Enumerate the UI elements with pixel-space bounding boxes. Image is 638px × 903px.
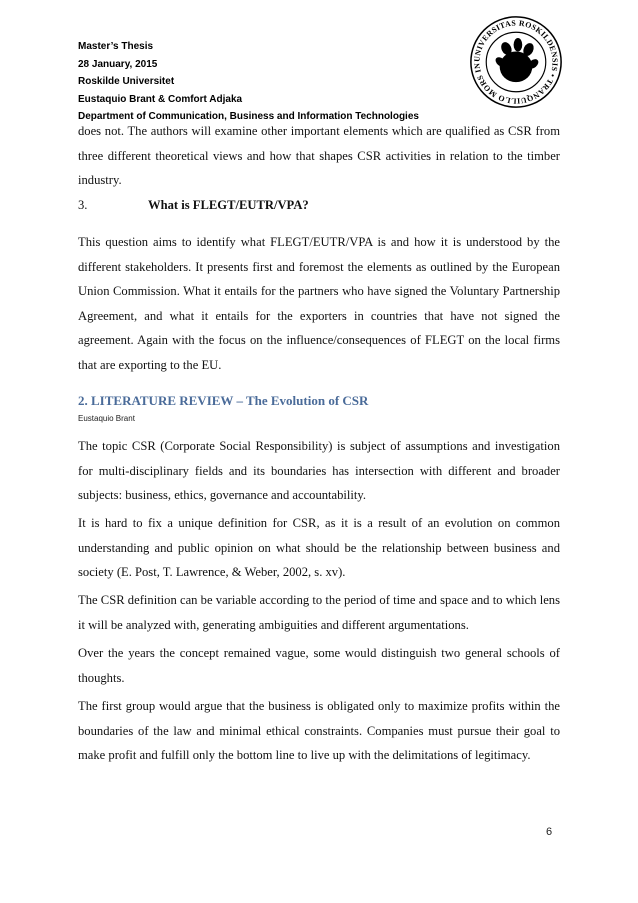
paragraph-intro-continuation: does not. The authors will examine other important elements which are qualified as CSR from three different theoretical views and how that shapes CSR activities in relation to the timber industry. [78,124,560,187]
header-department: Department of Communication, Business and Information Technologies [78,111,419,122]
question-number: 3. [78,198,88,212]
header-university: Roskilde Universitet [78,76,175,87]
page-number: 6 [546,826,553,838]
university-seal-icon [468,14,564,110]
paragraph-csr-definition: It is hard to fix a unique definition for CSR, as it is a result of an evolution on common understanding and public opinion on what should be the relationship between business and society (E. Post, T. Lawrence, & Weber, 2002, s. xv). [78,516,560,579]
header-thesis-type: Master’s Thesis [78,41,154,52]
paragraph-csr-variability: The CSR definition can be variable according to the period of time and space and to which lens it will be analyzed with, generating ambiguities and different argumentations. [78,593,560,632]
header-authors: Eustaquio Brant & Comfort Adjaka [78,93,243,105]
paragraph-csr-topic: The topic CSR (Corporate Social Responsibility) is subject of assumptions and investigation for multi-disciplinary fields and its boundaries has intersection with different and broader subjects: business, ethics, governance and accountability. [78,439,560,502]
header-date: 28 January, 2015 [78,58,158,70]
page-header [78,38,419,126]
section-heading: 2. LITERATURE REVIEW – The Evolution of CSR [78,393,369,408]
question-heading [78,198,309,213]
paragraph-first-group: The first group would argue that the business is obligated only to maximize profits within the boundaries of the law and minimal ethical constraints. Companies must pursue their goal to make profit and fulfill only the bottom line to live up with the delimitations of legitimacy. [78,699,560,762]
question-title: What is FLEGT/EUTR/VPA? [148,198,309,212]
paragraph-schools-of-thought: Over the years the concept remained vague, some would distinguish two general schools of thoughts. [78,646,560,685]
seal-text: UNIVERSITAS ROSKILDENSIS • TRANQUILLO MORS IN [472,18,560,106]
section-author: Eustaquio Brant [78,414,135,423]
paragraph-question-description: This question aims to identify what FLEGT/EUTR/VPA is and how it is understood by the different stakeholders. It presents first and foremost the elements as outlined by the European Union Commission. What it entails for the partners who have signed the Voluntary Partnership Agreement, and what it entails for the exporters in countries that have not signed the agreement. Again with the focus on the influence/consequences of FLEGT on the local firms that are exporting to the EU. [78,235,560,372]
